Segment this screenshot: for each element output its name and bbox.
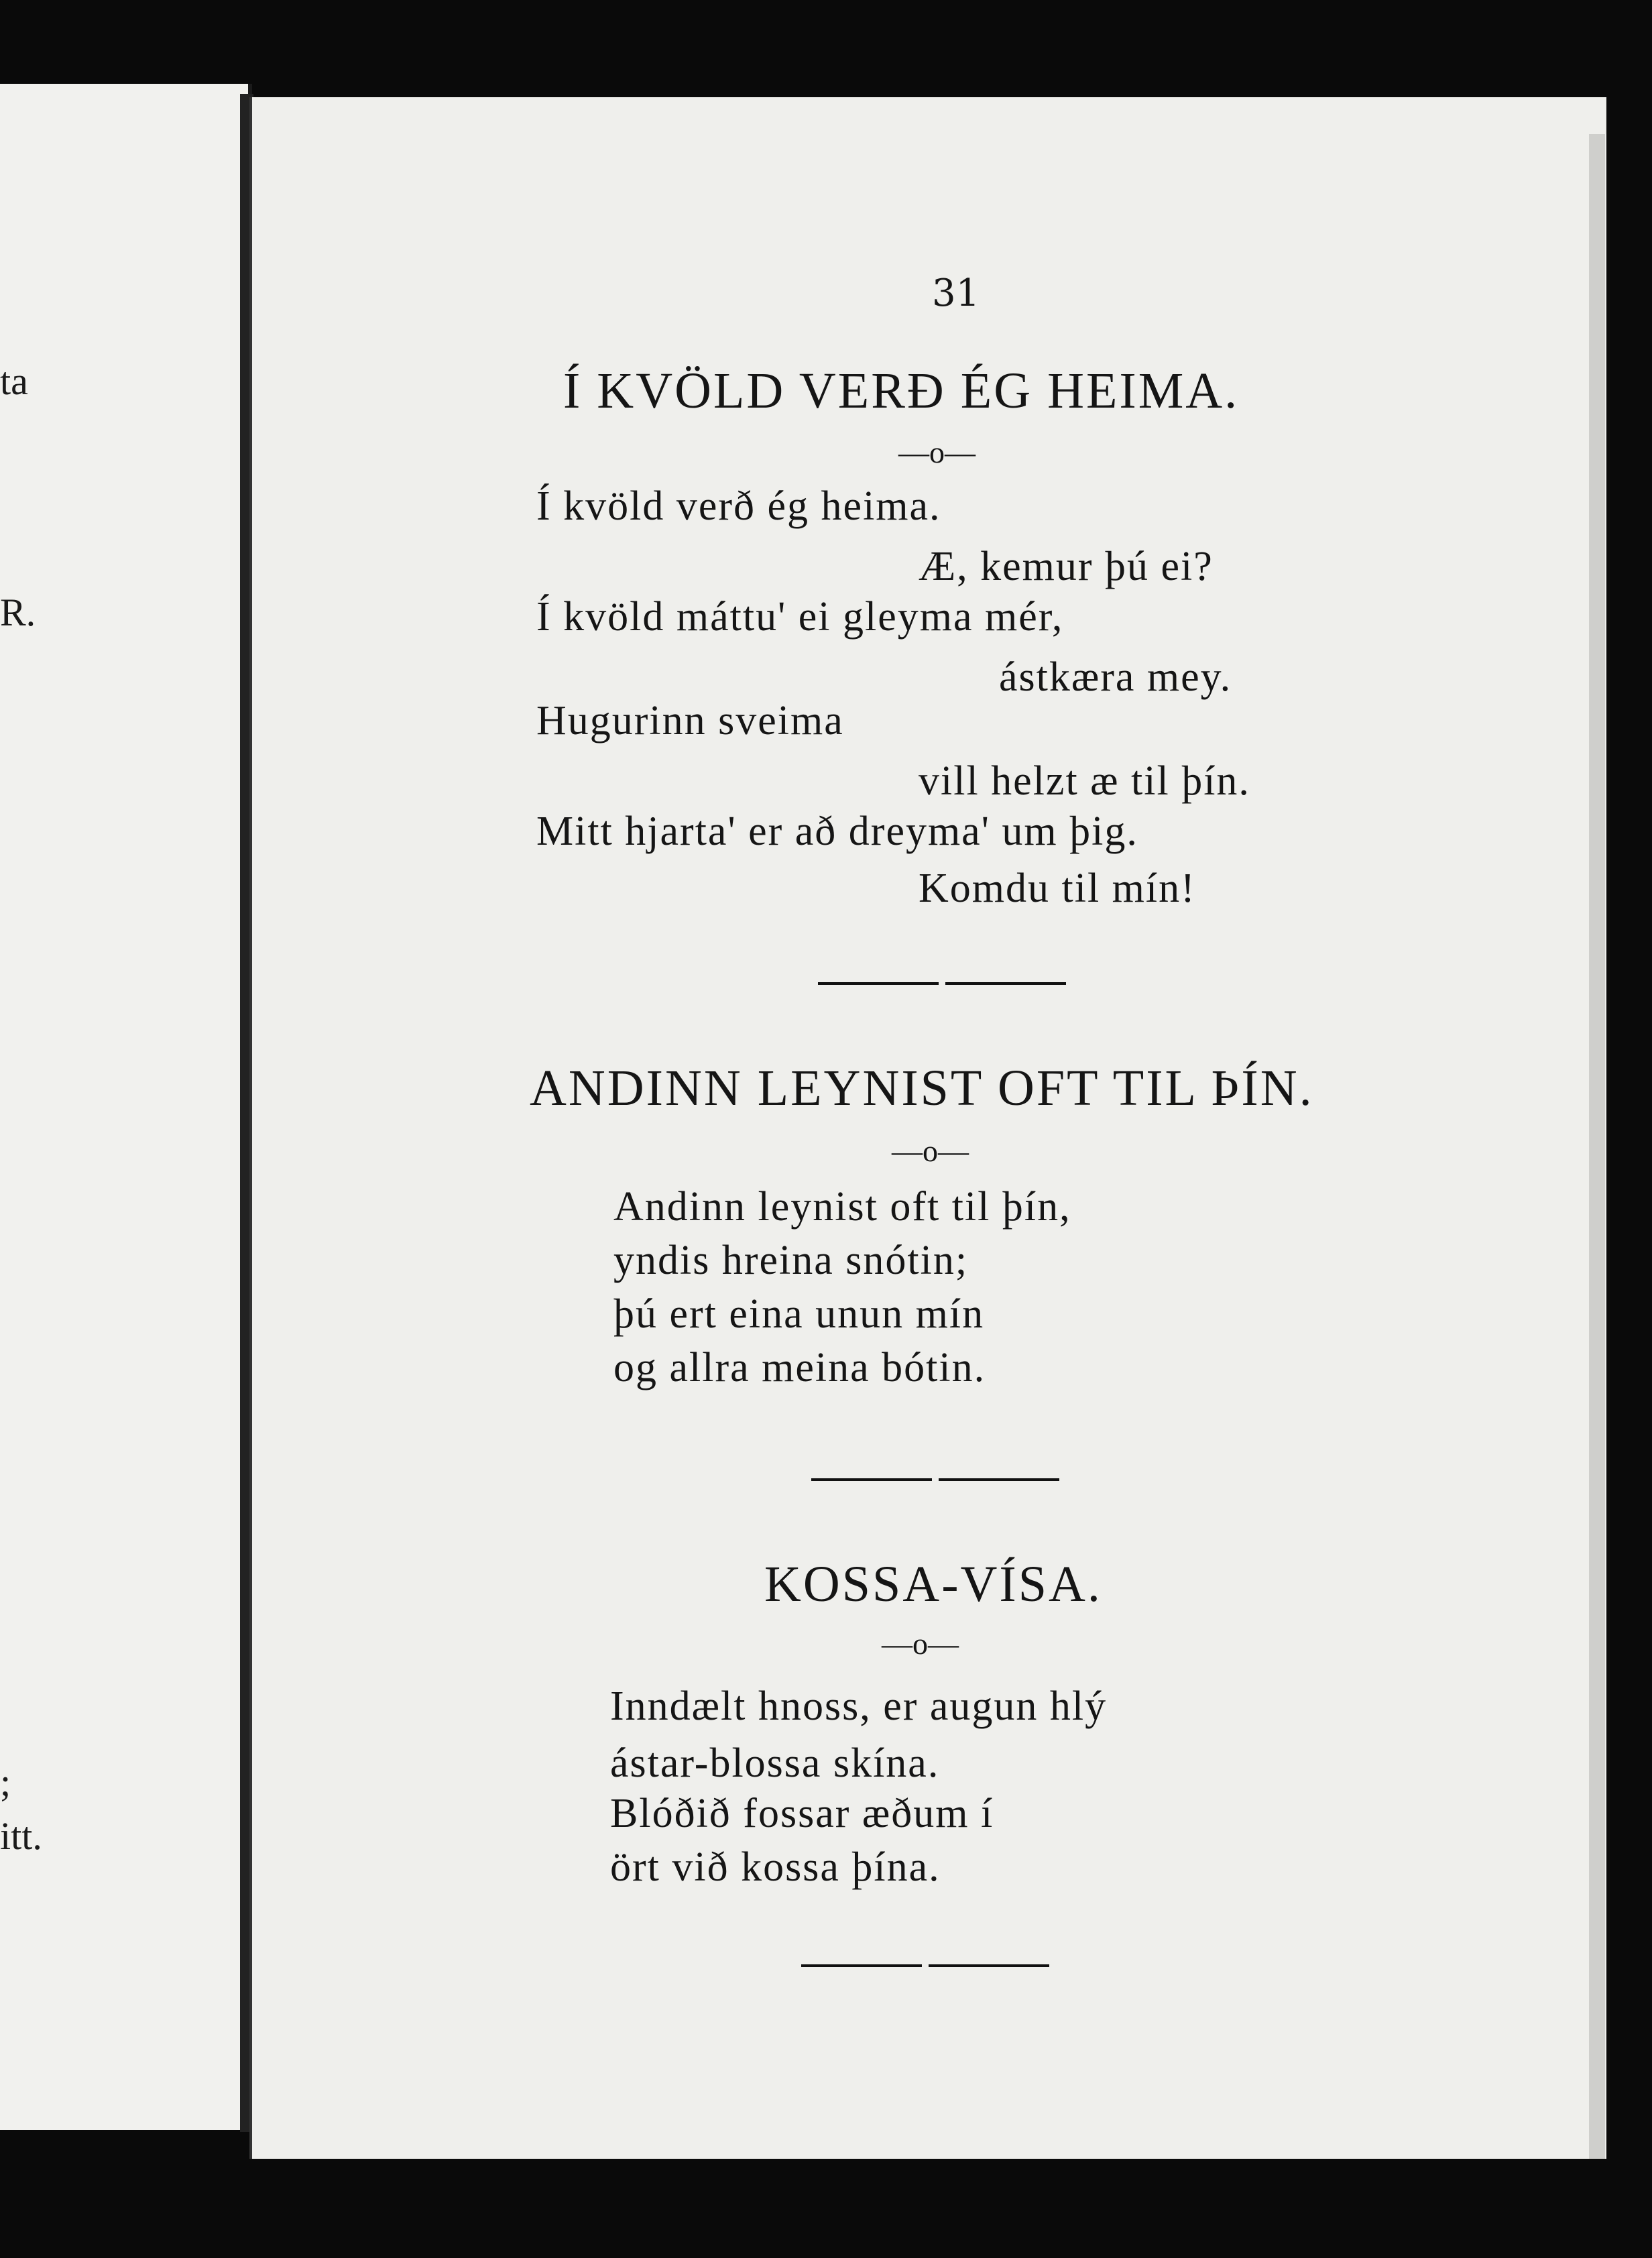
left-page [0,84,252,2130]
poem-title: ANDINN LEYNIST OFT TIL ÞÍN. [530,1060,1314,1116]
poem-line: Inndælt hnoss, er augun hlý [610,1683,1108,1729]
poem-line: Æ, kemur þú ei? [919,544,1214,589]
left-page-fragment: ta [0,359,28,403]
poem-separator: —o— [898,435,976,469]
poem-line: Blóðið fossar æðum í [610,1791,994,1836]
section-divider [818,982,939,985]
poem-line: ört við kossa þína. [610,1844,941,1890]
poem-title: KOSSA-VÍSA. [764,1556,1102,1612]
left-page-fragment: R. [0,591,36,634]
section-divider [939,1478,1059,1481]
section-divider [811,1478,932,1481]
left-page-fragment: itt. [0,1814,42,1858]
poem-line: og allra meina bótin. [613,1345,986,1390]
page-edge [1589,134,1605,2159]
poem-separator: —o— [882,1626,959,1661]
section-divider [801,1964,922,1967]
poem-line: Andinn leynist oft til þín, [613,1184,1071,1230]
poem-line: þú ert eina unun mín [613,1291,985,1337]
poem-title: Í KVÖLD VERÐ ÉG HEIMA. [563,363,1240,419]
poem-separator: —o— [892,1134,969,1168]
poem-line: Mitt hjarta' er að dreyma' um þig. [536,809,1138,854]
section-divider [945,982,1066,985]
poem-line: Hugurinn sveima [536,698,844,744]
poem-line: Í kvöld verð ég heima. [536,483,941,529]
page-number: 31 [932,272,980,315]
poem-line: yndis hreina snótin; [613,1238,969,1283]
poem-line: ástkæra mey. [999,654,1232,700]
poem-line: ástar-blossa skína. [610,1740,940,1786]
section-divider [929,1964,1049,1967]
left-page-fragment: ; [0,1761,11,1804]
poem-line: vill helzt æ til þín. [919,758,1250,804]
poem-line: Komdu til mín! [919,866,1196,911]
poem-line: Í kvöld máttu' ei gleyma mér, [536,594,1064,640]
